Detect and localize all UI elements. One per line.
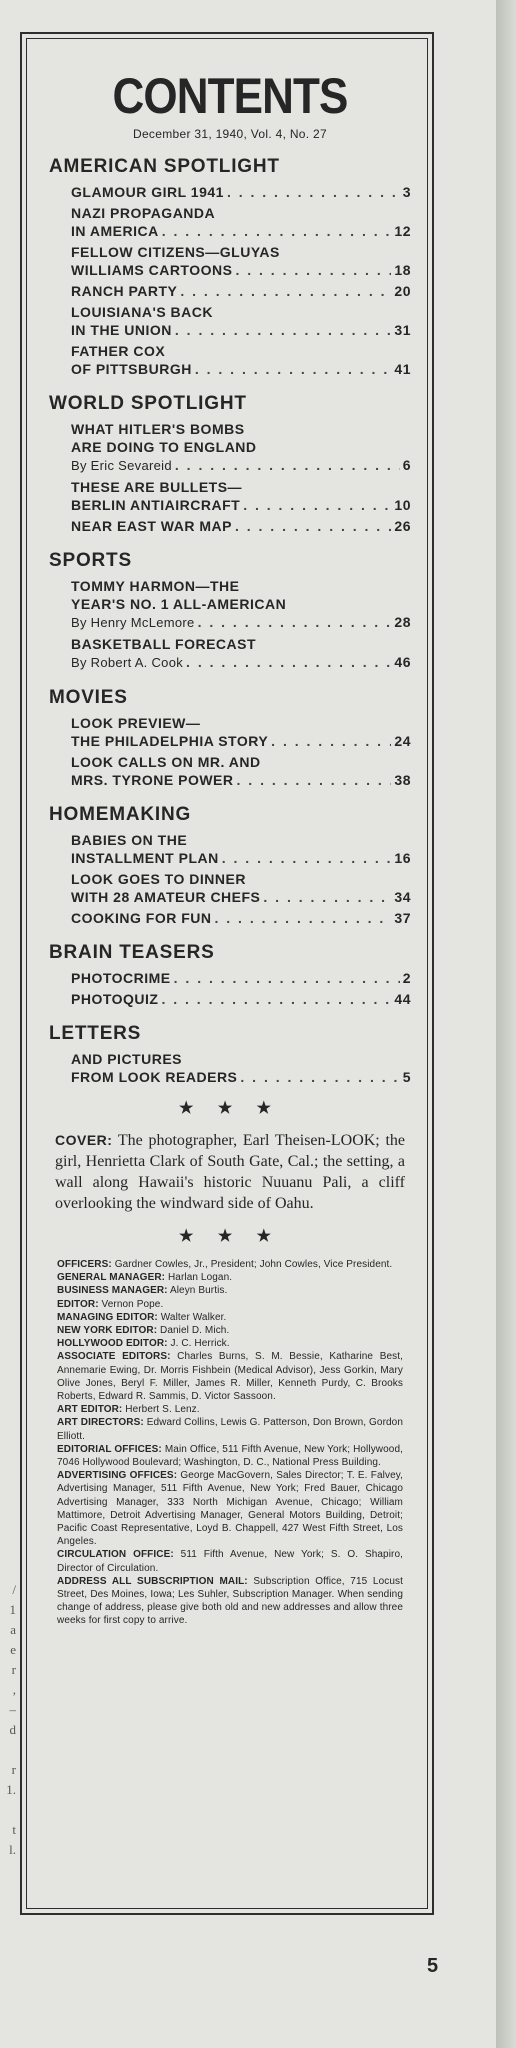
dot-leader <box>271 732 391 750</box>
entry-page-number: 16 <box>394 850 411 866</box>
masthead-value: Charles Burns, S. M. Bessie, Katharine Best, Annemarie Ewing, Dr. Morris Fishbein (Medical Advisor), Jess Gorkin, Mary Olive Jones, Beryl F. Miller, James R. Miller, Kenneth Purdy, C. Brooks Roberts, Edward R. Sammis, D. Victor Sassoon. <box>57 1351 403 1403</box>
masthead-value: Daniel D. Mich. <box>160 1325 230 1337</box>
entry-page-number: 6 <box>402 457 411 473</box>
masthead-value: 511 Fifth Avenue, New York; S. O. Shapiro, Director of Circulation. <box>57 1549 403 1574</box>
contents-entry[interactable] <box>71 831 411 867</box>
contents-sections <box>49 155 411 1086</box>
contents-entry[interactable] <box>71 1050 411 1086</box>
entry-title-line: BERLIN ANTIAIRCRAFT <box>71 497 241 513</box>
contents-entry[interactable] <box>71 420 411 475</box>
entry-list <box>49 420 411 535</box>
masthead <box>49 1258 411 1628</box>
dot-leader <box>263 888 391 906</box>
entry-title-line: AND PICTURES <box>71 1051 183 1067</box>
dot-leader <box>235 261 391 279</box>
contents-entry[interactable] <box>71 990 411 1008</box>
entry-title-line: WHAT HITLER'S BOMBS <box>71 421 245 437</box>
dot-leader <box>240 1068 399 1086</box>
section-heading: LETTERS <box>49 1023 142 1044</box>
divider-stars: ★ ★ ★ <box>179 1100 281 1117</box>
masthead-entry <box>57 1416 403 1442</box>
contents-section <box>49 392 411 535</box>
masthead-entry <box>57 1575 403 1628</box>
masthead-value: Aleyn Burtis. <box>169 1285 228 1297</box>
entry-title-line: BABIES ON THE <box>71 832 188 848</box>
entry-page-number: 3 <box>402 184 411 200</box>
entry-list <box>49 714 411 789</box>
entry-title-line: FELLOW CITIZENS—GLUYAS <box>71 244 280 260</box>
cover-credit <box>49 1130 411 1214</box>
entry-page-number: 2 <box>402 970 411 986</box>
contents-section <box>49 1022 411 1086</box>
entry-title-line: FATHER COX <box>71 343 166 359</box>
section-heading: BRAIN TEASERS <box>49 942 215 963</box>
dot-leader <box>198 613 392 631</box>
entry-list <box>49 577 411 672</box>
dot-leader <box>215 909 392 927</box>
page-title: CONTENTS <box>112 68 348 124</box>
masthead-key: OFFICERS: <box>57 1259 112 1270</box>
dot-leader <box>243 496 391 514</box>
contents-entry[interactable] <box>71 282 411 300</box>
entry-list <box>49 183 411 378</box>
contents-section <box>49 549 411 672</box>
contents-entry[interactable] <box>71 342 411 378</box>
masthead-entry <box>57 1258 403 1271</box>
dot-leader <box>161 990 391 1008</box>
entry-title-line: THESE ARE BULLETS— <box>71 479 243 495</box>
masthead-key: ADVERTISING OFFICES: <box>57 1470 178 1482</box>
contents-entry[interactable] <box>71 870 411 906</box>
dot-leader <box>237 771 392 789</box>
entry-page-number: 34 <box>394 889 411 905</box>
dot-leader <box>175 456 400 474</box>
entry-list <box>49 831 411 927</box>
contents-entry[interactable] <box>71 635 411 672</box>
masthead-key: GENERAL MANAGER: <box>57 1272 166 1284</box>
entry-page-number: 46 <box>394 654 411 670</box>
masthead-entry <box>57 1337 403 1350</box>
entry-list <box>49 1050 411 1086</box>
dot-leader <box>180 282 391 300</box>
masthead-key: HOLLYWOOD EDITOR: <box>57 1338 168 1350</box>
masthead-key: EDITORIAL OFFICES: <box>57 1443 162 1455</box>
masthead-entry <box>57 1548 403 1574</box>
cover-text: The photographer, Earl Theisen-LOOK; the girl, Henrietta Clark of South Gate, Cal.; the setting, a wall along Hawaii's historic Nuuanu Pali, a cliff overlooking the windward side of Oahu. <box>55 1132 405 1212</box>
contents-entry[interactable] <box>71 478 411 514</box>
entry-title-line: PHOTOQUIZ <box>71 991 159 1007</box>
entry-title-line: GLAMOUR GIRL 1941 <box>71 184 224 200</box>
contents-section <box>49 803 411 927</box>
masthead-value: Walter Walker. <box>160 1311 227 1323</box>
page-edge <box>496 0 516 2048</box>
section-heading: AMERICAN SPOTLIGHT <box>49 156 280 177</box>
entry-page-number: 24 <box>394 733 411 749</box>
contents-entry[interactable] <box>71 243 411 279</box>
entry-title-line: NEAR EAST WAR MAP <box>71 518 232 534</box>
entry-title-line: WITH 28 AMATEUR CHEFS <box>71 889 261 905</box>
divider-stars-2: ★ ★ ★ <box>179 1228 281 1245</box>
entry-title-line: LOOK GOES TO DINNER <box>71 871 246 887</box>
entry-title-line: PHOTOCRIME <box>71 970 171 986</box>
masthead-value: George MacGovern, Sales Director; T. E. Falvey, Advertising Manager, 511 Fifth Avenue, New York; Fred Bauer, Chicago Advertising Manager, 333 North Michigan Avenue, Chicago; William Mattimore, Detroit Advertising Manager, General Motors Building, Detroit; Pacific Coast Representative, Loyd B. Chappell, 427 West Fifth Street, Los Angeles. <box>57 1470 403 1548</box>
adjacent-page-margin: / 1 a e r , – d r 1. t l. <box>6 1582 16 1857</box>
entry-page-number: 12 <box>394 223 411 239</box>
dot-leader <box>195 360 392 378</box>
masthead-key: BUSINESS MANAGER: <box>57 1285 168 1297</box>
entry-page-number: 37 <box>394 910 411 926</box>
masthead-entry <box>57 1284 403 1297</box>
contents-entry[interactable] <box>71 577 411 632</box>
entry-page-number: 31 <box>394 322 411 338</box>
contents-entry[interactable] <box>71 969 411 987</box>
page-number: 5 <box>427 1955 439 1977</box>
dot-leader <box>235 517 391 535</box>
dot-leader <box>222 849 392 867</box>
masthead-key: ART DIRECTORS: <box>57 1417 144 1429</box>
entry-title-line: MRS. TYRONE POWER <box>71 772 234 788</box>
entry-title-line: TOMMY HARMON—THE <box>71 578 240 594</box>
masthead-key: CIRCULATION OFFICE: <box>57 1549 174 1561</box>
contents-entry[interactable] <box>71 753 411 789</box>
entry-title-line: COOKING FOR FUN <box>71 910 212 926</box>
entry-page-number: 41 <box>394 361 411 377</box>
entry-title-line: IN THE UNION <box>71 322 172 338</box>
dot-leader <box>174 969 400 987</box>
masthead-value: Harlan Logan. <box>167 1272 233 1284</box>
masthead-value: J. C. Herrick. <box>170 1338 230 1350</box>
masthead-entry <box>57 1403 403 1416</box>
entry-title-line: ARE DOING TO ENGLAND <box>71 439 257 455</box>
cover-label: COVER: <box>55 1132 113 1148</box>
entry-title-line: IN AMERICA <box>71 223 159 239</box>
masthead-value: Herbert S. Lenz. <box>125 1404 200 1416</box>
entry-title-line: YEAR'S NO. 1 ALL-AMERICAN <box>71 596 287 612</box>
contents-entry[interactable] <box>71 303 411 339</box>
entry-title-line: NAZI PROPAGANDA <box>71 205 216 221</box>
entry-title-line: THE PHILADELPHIA STORY <box>71 733 269 749</box>
contents-box <box>26 38 428 1909</box>
contents-entry[interactable] <box>71 909 411 927</box>
entry-title-line: RANCH PARTY <box>71 283 178 299</box>
entry-title-line: FROM LOOK READERS <box>71 1069 238 1085</box>
contents-entry[interactable] <box>71 183 411 201</box>
entry-title-line: BASKETBALL FORECAST <box>71 636 257 652</box>
masthead-key: ASSOCIATE EDITORS: <box>57 1351 171 1363</box>
masthead-value: Gardner Cowles, Jr., President; John Cowles, Vice President. <box>114 1259 393 1270</box>
contents-section <box>49 686 411 789</box>
masthead-key: ADDRESS ALL SUBSCRIPTION MAIL: <box>57 1575 248 1587</box>
masthead-key: MANAGING EDITOR: <box>57 1311 158 1323</box>
section-heading: WORLD SPOTLIGHT <box>49 393 247 414</box>
masthead-key: ART EDITOR: <box>57 1404 123 1416</box>
masthead-entry <box>57 1324 403 1337</box>
masthead-entry <box>57 1350 403 1403</box>
entry-page-number: 5 <box>402 1069 411 1085</box>
section-heading: SPORTS <box>49 550 132 571</box>
entry-page-number: 44 <box>394 991 411 1007</box>
masthead-key: NEW YORK EDITOR: <box>57 1325 158 1337</box>
entry-title-line: INSTALLMENT PLAN <box>71 850 219 866</box>
entry-page-number: 18 <box>394 262 411 278</box>
entry-byline: By Henry McLemore <box>71 615 195 630</box>
masthead-entry <box>57 1311 403 1324</box>
dot-leader <box>227 183 400 201</box>
masthead-key: EDITOR: <box>57 1298 99 1310</box>
contents-entry[interactable] <box>71 517 411 535</box>
masthead-value: Subscription Office, 715 Locust Street, Des Moines, Iowa; Les Suhler, Subscription Manager. When sending change of address, please give both old and new addresses and allow three weeks for first copy to arrive. <box>57 1575 403 1627</box>
contents-section <box>49 941 411 1008</box>
entry-page-number: 10 <box>394 497 411 513</box>
entry-page-number: 38 <box>394 772 411 788</box>
entry-byline: By Eric Sevareid <box>71 458 172 473</box>
issue-date-line: December 31, 1940, Vol. 4, No. 27 <box>132 127 327 141</box>
masthead-entry <box>57 1298 403 1311</box>
entry-page-number: 26 <box>394 518 411 534</box>
dot-leader <box>175 321 392 339</box>
entry-title-line: OF PITTSBURGH <box>71 361 192 377</box>
entry-title-line: LOOK PREVIEW— <box>71 715 201 731</box>
section-heading: MOVIES <box>49 687 128 708</box>
masthead-value: Edward Collins, Lewis G. Patterson, Don Brown, Gordon Elliott. <box>57 1417 403 1442</box>
masthead-entry <box>57 1469 403 1548</box>
masthead-entry <box>57 1271 403 1284</box>
entry-page-number: 28 <box>394 614 411 630</box>
entry-byline: By Robert A. Cook <box>71 655 184 670</box>
masthead-value: Main Office, 511 Fifth Avenue, New York; Hollywood, 7046 Hollywood Boulevard; Washington, D. C., National Press Building. <box>57 1443 403 1469</box>
entry-page-number: 20 <box>394 283 411 299</box>
entry-title-line: WILLIAMS CARTOONS <box>71 262 233 278</box>
masthead-value: Vernon Pope. <box>101 1298 164 1310</box>
entry-title-line: LOUISIANA'S BACK <box>71 304 213 320</box>
contents-entry[interactable] <box>71 204 411 240</box>
entry-list <box>49 969 411 1008</box>
entry-title-line: LOOK CALLS ON MR. AND <box>71 754 261 770</box>
dot-leader <box>186 653 391 671</box>
masthead-entry <box>57 1443 403 1469</box>
contents-entry[interactable] <box>71 714 411 750</box>
section-heading: HOMEMAKING <box>49 804 192 825</box>
contents-section <box>49 155 411 378</box>
dot-leader <box>162 222 392 240</box>
